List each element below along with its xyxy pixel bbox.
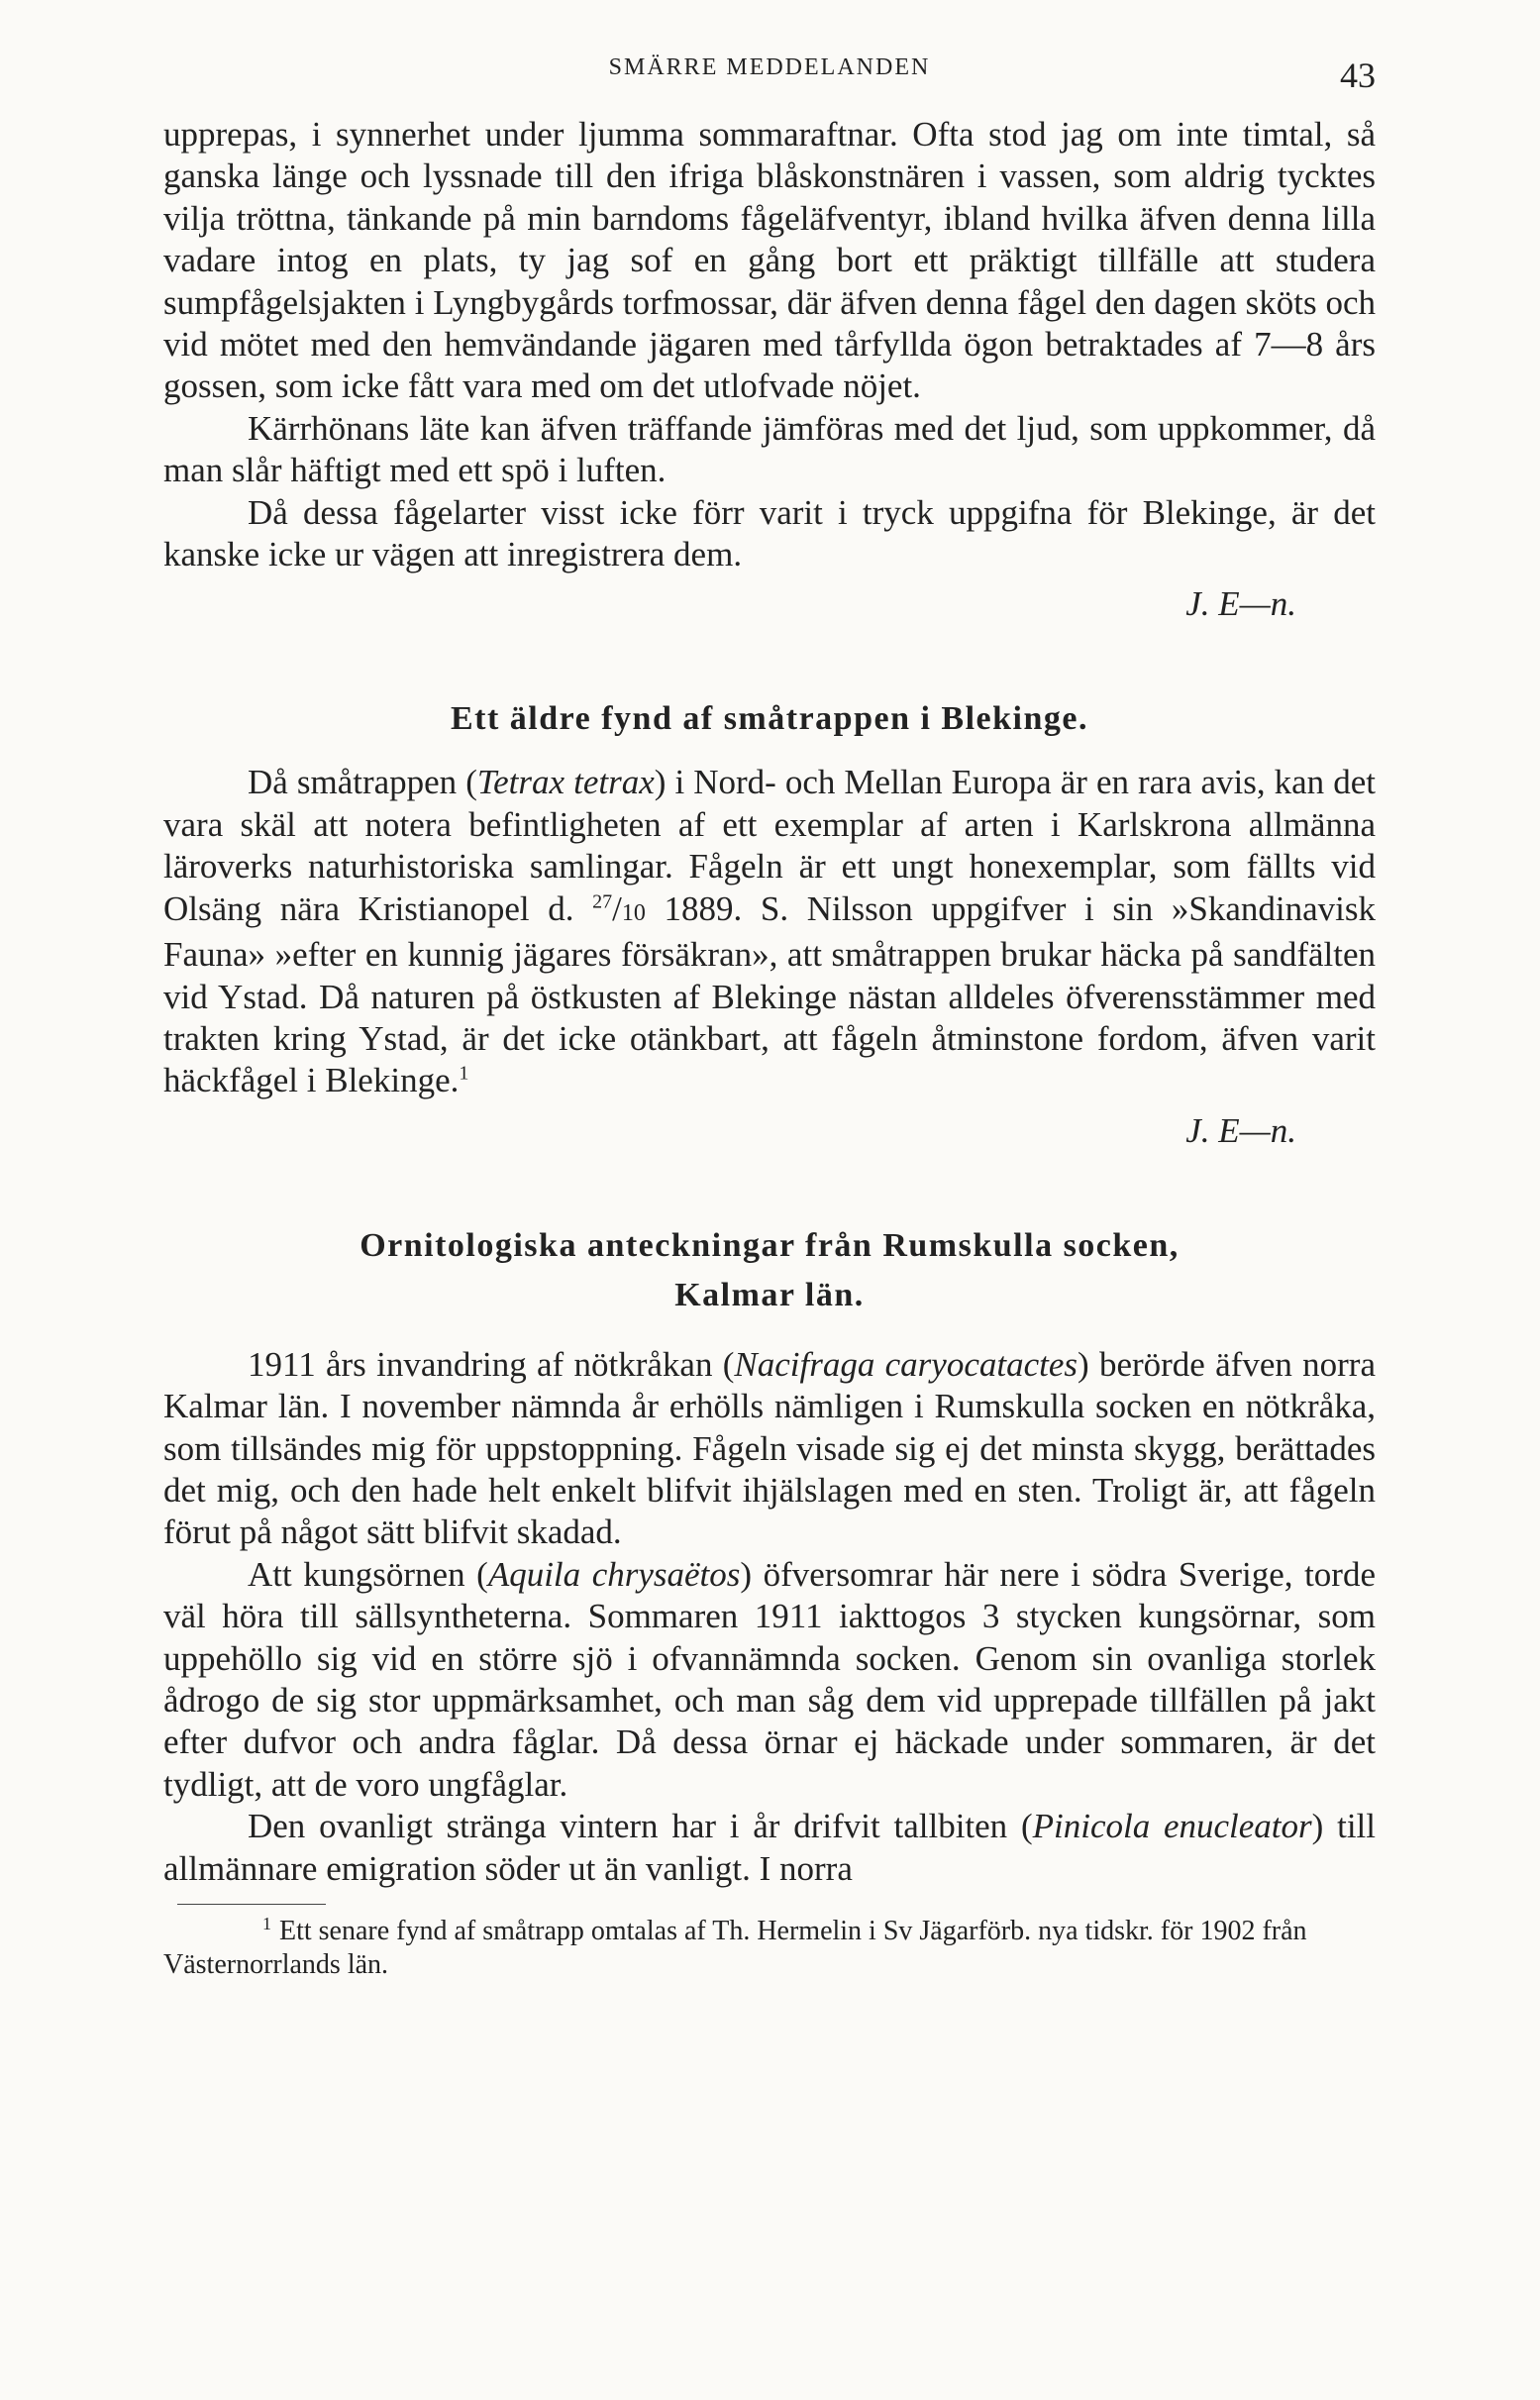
section-rumskulla — [163, 1221, 1376, 1890]
paragraph: Då dessa fågelarter visst icke förr varit i tryck uppgifna för Blekinge, är det kanske icke ur vägen att inregistrera dem. — [163, 492, 1376, 574]
text-run: Att kungsörnen ( — [248, 1554, 488, 1594]
heading-line: Kalmar län. — [674, 1276, 865, 1313]
section-heading: Ett äldre fynd af småtrappen i Blekinge. — [450, 700, 1088, 738]
date-day: 27 — [592, 890, 613, 913]
section-continued — [163, 114, 1376, 625]
author-signature: J. E—n. — [1185, 584, 1296, 624]
running-title: SMÄRRE MEDDELANDEN — [608, 54, 931, 80]
paragraph: Då småtrappen (Tetrax tetrax) i Nord- och Mellan Europa är en rara avis, kan det vara skäl att notera befintligheten af ett exemplar af arten i Karlskrona allmänna läroverks naturhistoriska samlingar. Fågeln är ett ungt honexemplar, som fällts vid Olsäng nära Kristianopel d. $^{27}$/10 1889. S. Nilsson uppgifver i sin »Skandinavisk Fauna» »efter en kunnig jägares försäkran», att småtrappen brukar häcka på sandfälten vid Ystad. Då naturen på östkusten af Blekinge nästan alldeles öfverensstämmer med trakten kring Ystad, är det icke otänkbart, att fågeln åtminstone fordom, äfven varit häckfågel i Blekinge.$^1$ — [163, 763, 1376, 1100]
running-head — [163, 54, 1376, 114]
text-run: Den ovanligt stränga vintern har i år drifvit tallbiten ( — [248, 1807, 1033, 1846]
paragraph: Kärrhönans läte kan äfven träffande jämföras med det ljud, som uppkommer, då man slår häftigt med ett spö i luften. — [163, 408, 1376, 490]
species-name: Pinicola enucleator — [1032, 1807, 1312, 1846]
text-run: 1911 års invandring af nötkråkan ( — [248, 1344, 735, 1384]
text-run: ) öfversomrar här nere i södra Sverige, torde väl höra till sällsyntheterna. Sommaren 1911 iakttogos 3 stycken kungsörnar, som uppehöllo sig vid en större sjö i ofvannämnda socken. Genom sin ovanliga storlek ådrogo de sig stor uppmärksamhet, och man såg dem vid upprepade tillfällen på jakt efter dufvor och andra fåglar. Då dessa örnar ej häckade under sommaren, är det tydligt, att de voro ungfåglar. — [163, 1554, 1376, 1804]
footnote-reference[interactable]: 1 — [459, 1062, 469, 1085]
species-name: Tetrax tetrax — [476, 763, 655, 802]
footnote-divider — [177, 1904, 326, 1905]
document-page — [163, 54, 1376, 1982]
paragraph — [163, 1806, 1376, 1890]
text-run: ) berörde äfven norra Kalmar län. I november nämnda år erhölls nämligen i Rumskulla socken en nötkråka, som tillsändes mig för uppstoppning. Fågeln visade sig ej det minsta skygg, berättades det mig, och den hade helt enkelt blifvit ihjälslagen med en sten. Troligt är, att fågeln förut på något sätt blifvit skadad. — [163, 1344, 1376, 1552]
section-smatrappen — [163, 694, 1376, 1151]
paragraph — [163, 1344, 1376, 1554]
text-run: 1889. S. Nilsson uppgifver i sin »Skandinavisk Fauna» »efter en kunnig jägares försäkran», att småtrappen brukar häcka på sandfälten vid Ystad. Då naturen på östkusten af Blekinge nästan alldeles öfverensstämmer med trakten kring Ystad, är det icke otänkbart, att fågeln åtminstone fordom, äfven varit häckfågel i Blekinge. — [163, 888, 1376, 1100]
text-run: Då småtrappen ( — [248, 763, 477, 802]
footnote-text: Ett senare fynd af småtrapp omtalas af Th. Hermelin i Sv Jägarförb. nya tidskr. för 1902 från Västernorrlands län. — [163, 1916, 1307, 1980]
paragraph: upprepas, i synnerhet under ljumma sommaraftnar. Ofta stod jag om inte timtal, så ganska länge och lyssnade till den ifriga blåskonstnären i vassen, som aldrig tycktes vilja tröttna, tänkande på min barndoms fågeläfventyr, ibland hvilka äfven denna lilla vadare intog en plats, ty jag sof en gång bort ett präktigt tillfälle att studera sumpfågelsjakten i Lyngbygårds torfmossar, där äfven denna fågel den dagen sköts och vid mötet med den hemvändande jägaren med tårfyllda ögon betraktades af 7—8 års gossen, som icke fått vara med om det utlofvade nöjet. — [163, 115, 1376, 406]
species-name: Nacifraga caryocatactes — [734, 1344, 1078, 1384]
section-heading — [163, 1221, 1376, 1320]
heading-line: Ornitologiska anteckningar från Rumskulla socken, — [359, 1226, 1180, 1264]
page-number: 43 — [1340, 55, 1376, 95]
text-run: ) till allmännare emigration söder ut än vanligt. I norra — [163, 1807, 1376, 1888]
text-run: ) i Nord- och Mellan Europa är en rara avis, kan det vara skäl att notera befintligheten af ett exemplar af arten i Karlskrona allmänna läroverks naturhistoriska samlingar. Fågeln är ett ungt honexemplar, som fällts vid Olsäng nära Kristianopel d. — [163, 763, 1376, 928]
paragraph — [163, 1554, 1376, 1806]
author-signature: J. E—n. — [1185, 1110, 1296, 1150]
footnote — [163, 1915, 1376, 1982]
species-name: Aquila chrysaëtos — [487, 1554, 741, 1594]
date-month: 10 — [621, 899, 646, 926]
footnote-mark: 1 — [262, 1913, 271, 1933]
